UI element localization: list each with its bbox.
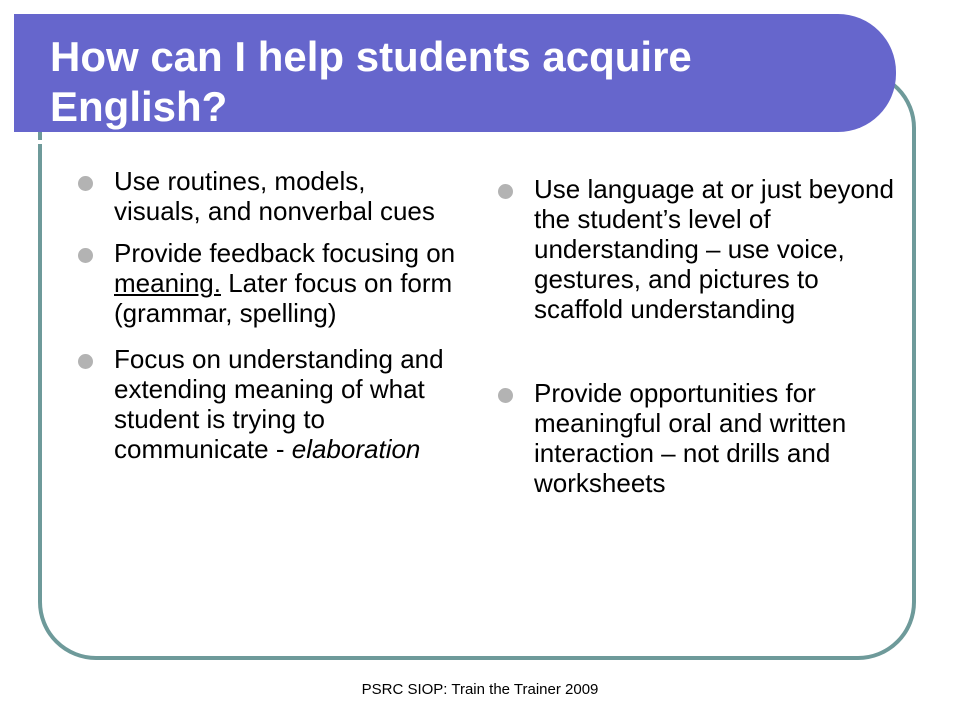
slide-title: How can I help students acquire English? — [50, 33, 692, 130]
right-bullet-list — [498, 174, 898, 498]
list-item — [498, 174, 898, 324]
left-bullet-list — [78, 166, 458, 464]
underlined-word: meaning. — [114, 268, 221, 298]
bullet-text-continued: Later focus on form (grammar, spelling) — [114, 268, 453, 328]
bullet-icon — [78, 354, 93, 369]
list-item — [78, 344, 458, 464]
list-item — [498, 378, 898, 498]
italic-word: elaboration — [291, 434, 421, 464]
bullet-text: Use language at or just beyond the student’s level of understanding – use voice, gestures, and pictures to scaffold understanding — [534, 174, 894, 324]
slide-footer: PSRC SIOP: Train the Trainer 2009 — [361, 681, 599, 698]
title-underline-rule — [28, 140, 864, 144]
title-bar — [14, 14, 896, 132]
list-item — [78, 238, 458, 328]
bullet-text: Provide feedback focusing on — [114, 238, 456, 268]
bullet-icon — [78, 176, 93, 191]
bullet-text: Provide opportunities for meaningful oral and written interaction – not drills and worksheets — [534, 378, 847, 498]
bullet-text: Use routines, models, visuals, and nonverbal cues — [114, 166, 435, 226]
bullet-icon — [498, 184, 513, 199]
bullet-text: Focus on understanding and extending meaning of what student is trying to communicate - — [114, 344, 444, 464]
list-item — [78, 166, 458, 226]
bullet-icon — [498, 388, 513, 403]
bullet-icon — [78, 248, 93, 263]
